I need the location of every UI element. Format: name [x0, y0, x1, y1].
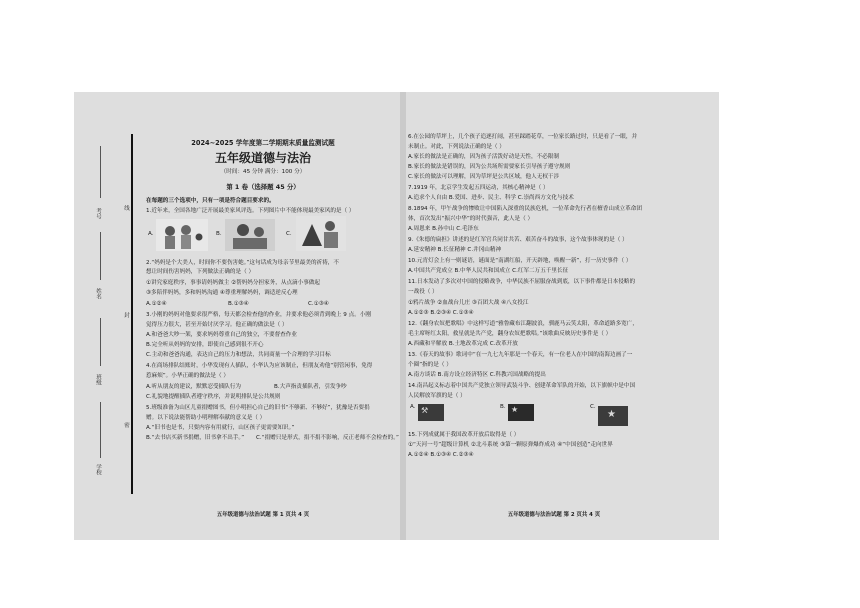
question-line: 体，首次发出“振兴中华”的时代强音，此人是（ ） — [408, 216, 534, 222]
hammer-sickle-icon: ⚒ — [421, 406, 429, 415]
question-line: A.①②④ B.①③④ C.②③④ — [408, 452, 474, 458]
q14-option-label: B. — [500, 404, 506, 410]
question-line: C.主动和爸爸沟通，表达自己的压力和想法，共同商量一个合理的学习目标 — [146, 352, 331, 358]
field-line — [100, 232, 101, 280]
question-line: C.家长的做法可以理解，因为草坪是公共区域，他人无权干涉 — [408, 174, 560, 180]
family-picture-icon — [296, 216, 346, 251]
question-line: A.延安精神 B.长征精神 C.井冈山精神 — [408, 247, 502, 253]
question-line: A.追求个人自由 B.爱国、进步、民主、科学 C.崇尚西方文化与技术 — [408, 195, 574, 201]
binding-label-exam-no: 考号 — [95, 208, 101, 219]
question-line: 想让时间伤害妈妈，下列做法正确的是（ ） — [146, 269, 255, 275]
question-line: ①讲究家庭秩序，事事请妈妈做主 ②帮妈妈分担家务，从点滴小事做起 — [146, 280, 321, 286]
page-footer: 五年级道德与法治试题 第 2 页共 4 页 — [507, 512, 601, 518]
time-score: （时间：45 分钟 满分：100 分） — [220, 169, 306, 175]
question-line: A.西藏和平解放 B.土地改革完成 C.改革开放 — [408, 341, 518, 347]
question-line: 人民解放军旗的是（ ） — [408, 393, 466, 399]
question-line: 惹麻烦”。小华正确的做法是（ ） — [146, 373, 229, 379]
question-line: 5.班级准备为山区儿童捐赠图书，但小明担心自己的旧书“不够新、不够好”，犹豫是否要捐 — [146, 405, 370, 411]
star-icon: ★ — [511, 405, 519, 414]
binding-label-class: 班级 — [95, 374, 101, 385]
question-line: 13.《春天的故事》歌词中“在一九七九年那是一个春天，有一位老人在中国的南海边画了一 — [408, 352, 633, 358]
exam-title: 2024~2025 学年度第二学期期末质量监测试题 — [191, 139, 335, 147]
q1-option-label: B. — [216, 231, 222, 237]
family-picture-icon — [156, 219, 208, 251]
subject-title: 五年级道德与法治 — [214, 151, 311, 165]
question-line: B.完全听从妈妈的安排，即使自己感到很不开心 — [146, 342, 264, 348]
question-line: C.礼貌地提醒插队者遵守秩序，并说明排队是公共规则 — [146, 394, 281, 400]
binding-label-school: 学校 — [95, 464, 101, 475]
family-picture-icon — [225, 219, 275, 251]
page-footer: 五年级道德与法治试题 第 1 页共 4 页 — [216, 512, 310, 518]
exam-page-right — [404, 92, 719, 540]
option-line: B.大声指责插队者，引发争吵 — [274, 384, 347, 390]
question-line: 赠。以下说法能帮助小明理解奉献的意义是（ ） — [146, 415, 266, 421]
field-line — [100, 146, 101, 198]
field-line — [100, 318, 101, 366]
question-line: 6.在公园的草坪上，几个孩子追逐打闹，甚至踩踏花草，一位家长路过时，只是看了一眼，并 — [408, 134, 638, 140]
binding-label-seal: 线 — [123, 205, 129, 211]
question-line: A.中国共产党成立 B.中华人民共和国成立 C.红军二万五千里长征 — [408, 268, 569, 274]
question-line: 11.日本发动了多次对中国的侵略战争，中华民族不屈服奋战到底，以下事件都是日本侵略的 — [408, 279, 636, 285]
question-line: 10.元宵灯会上有一则谜语，谜面是“南湖红船，开天辟地，唤醒一新”，打一历史事件（ ） — [408, 258, 632, 264]
question-line: A.周恩来 B.孙中山 C.毛泽东 — [408, 226, 479, 232]
flag-icon — [418, 404, 444, 421]
option-line: A.“旧书也是书，只要内容有用就行，山区孩子更需要知识。” — [146, 425, 295, 431]
question-line: 毛主席呀红太阳，救星就是共产党，翻身农奴把歌唱。”该歌曲反映历史事件是（ ） — [408, 331, 612, 337]
exam-page-left — [74, 92, 402, 540]
question-line: 个圈”指的是（ ） — [408, 362, 452, 368]
flag-icon — [508, 404, 534, 421]
question-line: ①鸦片战争 ②血战台儿庄 ③百团大战 ④八女投江 — [408, 300, 529, 306]
answer-choice: A.①②④ — [146, 301, 167, 307]
star-icon: ★ — [607, 409, 616, 420]
question-line: ③多陪伴妈妈，多和妈妈沟通 ④尊重理解妈妈，调适逆反心理 — [146, 290, 298, 296]
question-line: 1.近年来，全国各地广泛开展最美家风评选。下列图片中不能体现最美家风的是（ ） — [146, 208, 355, 214]
question-line: 8.1894 年，甲午战争的惨败让中国陷入深重的民族危机，一位革命先行者在檀香山成立革命团 — [408, 206, 642, 212]
question-line: 12.《翻身农奴把歌唱》中这样写道“雅鲁藏布江翻波浪，驯鹿马云笑太阳，革命道路多宽广， — [408, 321, 638, 327]
instruction: 在每题的三个选项中，只有一项是符合题目要求的。 — [146, 198, 275, 204]
exam-sheet — [74, 92, 719, 540]
question-line: A.和爸爸大吵一架，要求妈妈尊重自己的独立，不要督查作业 — [146, 332, 297, 338]
q14-option-label: C. — [590, 404, 596, 410]
question-line: 4.在商场排队结账时，小华发现有人插队，小华认为应该制止，但朋友劝他“别管闲事，免得 — [146, 363, 373, 369]
question-line: ①“天河一号”超级计算机 ②北斗系统 ③第一颗原弹爆炸成功 ④“中国创造”走向世界 — [408, 442, 613, 448]
question-line: A.南方谈话 B.南方设立经济特区 C.科教兴国战略的提出 — [408, 372, 546, 378]
question-line: 觉得压力很大，甚至开始讨厌学习。他正确的做法是（ ） — [146, 322, 288, 328]
question-line: B.家长的做法是错误的，因为公共场所需要家长引导孩子遵守规则 — [408, 164, 571, 170]
question-line: 7.1919 年，北京学生发起五四运动，其核心精神是（ ） — [408, 185, 549, 191]
q1-option-label: A. — [148, 231, 154, 237]
flag-icon — [598, 406, 628, 426]
answer-choice: B.①③④ — [228, 301, 249, 307]
question-line: 3.小刚的妈妈对他要求很严格，每天都会检查他的作业，并要求他必须背到晚上 9 点。小刚 — [146, 312, 372, 318]
option-line: A.听从朋友的建议，默默忍受插队行为 — [146, 384, 242, 390]
q1-option-label: C. — [286, 231, 292, 237]
binding-label-seal3: 密 — [123, 422, 129, 428]
binding-line — [131, 134, 133, 494]
question-line: 未制止。对此，下列说法正确的是（ ） — [408, 144, 505, 150]
question-line: 2.“妈妈是个大美人，时间你不要伤害她。”这句话成为母亲节里最美的祈祷，不 — [146, 260, 339, 266]
question-line: A.①②③ B.②③④ C.①③④ — [408, 310, 474, 316]
field-line — [100, 402, 101, 458]
answer-choice: C.①③④ — [308, 301, 329, 307]
binding-label-name: 姓名 — [95, 288, 101, 299]
section-title: 第 1 卷（选择题 45 分） — [226, 183, 300, 191]
binding-label-seal2: 封 — [123, 312, 129, 318]
option-line: B.“去书店买新书捐赠，旧书拿不出手。” — [146, 435, 245, 441]
question-line: A.家长的做法是正确的，因为孩子活泼好动是天性，不必限制 — [408, 154, 559, 160]
q14-option-label: A. — [410, 404, 416, 410]
question-line: 14.南昌起义标志着中国共产党独立领导武装斗争、创建革命军队的开始，以下旗帜中是中国 — [408, 383, 636, 389]
option-line: C.“捐赠只是形式，捐不捐不影响，反正老师不会检查的。” — [256, 435, 399, 441]
question-line: 一战役（ ） — [408, 289, 438, 295]
question-line: 15.下列成就属于我国改革开放后取得是（ ） — [408, 432, 520, 438]
question-line: 9.《朱德的扁担》讲述的是红军官兵同甘共苦、艰苦奋斗的故事，这个故事体现的是（ ） — [408, 237, 628, 243]
